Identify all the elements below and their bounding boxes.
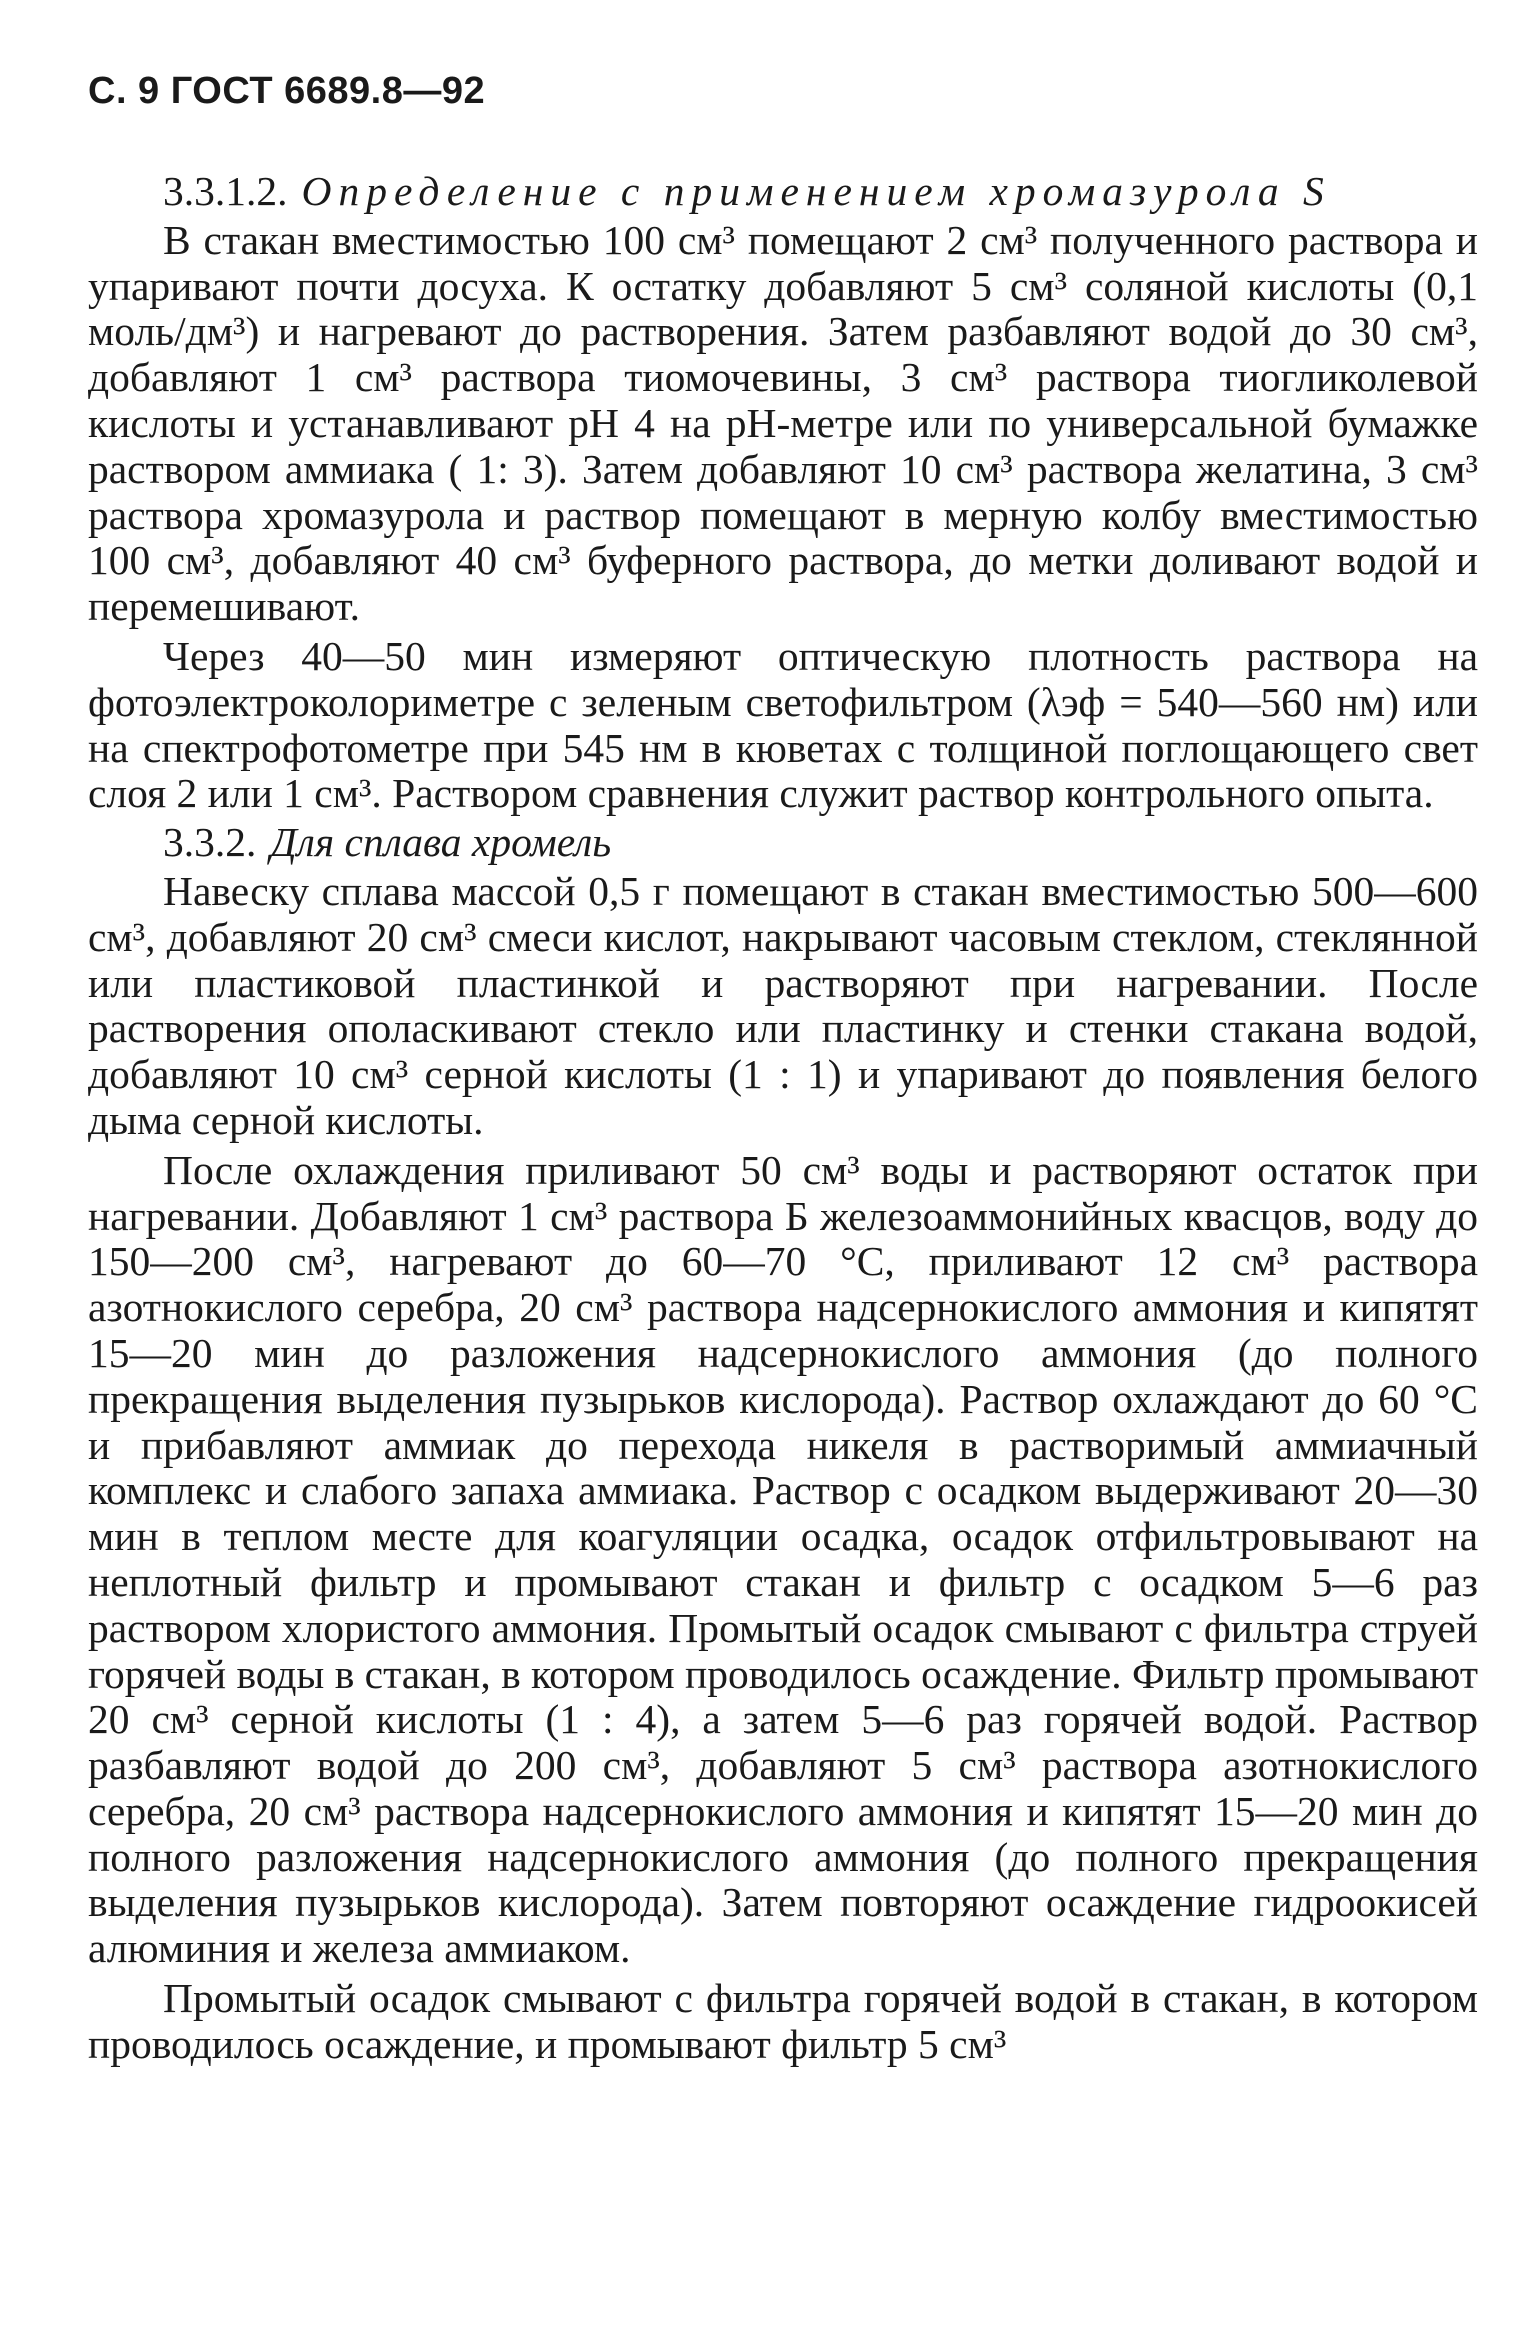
document-page bbox=[88, 70, 1478, 2071]
paragraph-1: В стакан вместимостью 100 см³ помещают 2 см³ полученного раствора и упаривают почти досуха. К остатку добавляют 5 см³ соляной кислоты (0,1 моль/дм³) и нагревают до растворения. Затем разбавляют водой до 30 см³, добавляют 1 см³ раствора тиомочевины, 3 см³ раствора тиогликолевой кислоты и устанавливают pH 4 на pH-метре или по универсальной бумажке раствором аммиака ( 1: 3). Затем добавляют 10 см³ раствора желатина, 3 см³ раствора хромазурола и раствор помещают в мерную колбу вместимостью 100 см³, добавляют 40 см³ буферного раствора, до метки доливают водой и перемешивают. bbox=[88, 216, 1478, 630]
paragraph-4: После охлаждения приливают 50 см³ воды и растворяют остаток при нагревании. Добавляют 1 см³ раствора Б железоаммонийных квасцов, воду до 150—200 см³, нагревают до 60—70 °С, приливают 12 см³ раствора азотнокислого серебра, 20 см³ раствора надсернокислого аммония и кипятят 15—20 мин до разложения надсернокислого аммония (до полного прекращения выделения пузырьков кислорода). Раствор охлаждают до 60 °С и прибавляют аммиак до перехода никеля в растворимый аммиачный комплекс и слабого запаха аммиака. Раствор с осадком выдерживают 20—30 мин в теплом месте для коагуляции осадка, осадок отфильтровывают на неплотный фильтр и промывают стакан и фильтр с осадком 5—6 раз раствором хлористого аммония. Промытый осадок смывают с фильтра струей горячей воды в стакан, в котором проводилось осаждение. Фильтр промывают 20 см³ серной кислоты (1 : 4), а затем 5—6 раз горячей водой. Раствор разбавляют водой до 200 см³, добавляют 5 см³ раствора азотнокислого серебра, 20 см³ раствора надсернокислого аммония и кипятят 15—20 мин до полного разложения надсернокислого аммония (до полного прекращения выделения пузырьков кислорода). Затем повторяют осаждение гидроокисей алюминия и железа аммиаком. bbox=[88, 1146, 1478, 1972]
section-number: 3.3.1.2. bbox=[163, 168, 288, 214]
running-head: С. 9 ГОСТ 6689.8—92 bbox=[88, 70, 486, 112]
section-title: Для сплава хромель bbox=[270, 819, 612, 866]
section-number: 3.3.2. bbox=[163, 819, 257, 866]
section-heading-3-3-1-2 bbox=[88, 169, 1478, 215]
section-title: Определение с применением хромазурола S bbox=[301, 168, 1331, 214]
paragraph-2: Через 40—50 мин измеряют оптическую плотность раствора на фотоэлектроколориметре с зеленым светофильтром (λэф = 540—560 нм) или на спектрофотометре при 545 нм в кюветах с толщиной поглощающего свет слоя 2 или 1 см³. Раствором сравнения служит раствор контрольного опыта. bbox=[88, 632, 1478, 817]
section-heading-3-3-2 bbox=[88, 820, 1478, 866]
paragraph-5: Промытый осадок смывают с фильтра горячей водой в стакан, в котором проводилось осаждение, и промывают фильтр 5 см³ bbox=[88, 1975, 1478, 2067]
paragraph-3: Навеску сплава массой 0,5 г помещают в стакан вместимостью 500—600 см³, добавляют 20 см³ смеси кислот, накрывают часовым стеклом, стеклянной или пластиковой пластинкой и растворяют при нагревании. После растворения ополаскивают стекло или пластинку и стенки стакана водой, добавляют 10 см³ серной кислоты (1 : 1) и упаривают до появления белого дыма серной кислоты. bbox=[88, 867, 1478, 1143]
